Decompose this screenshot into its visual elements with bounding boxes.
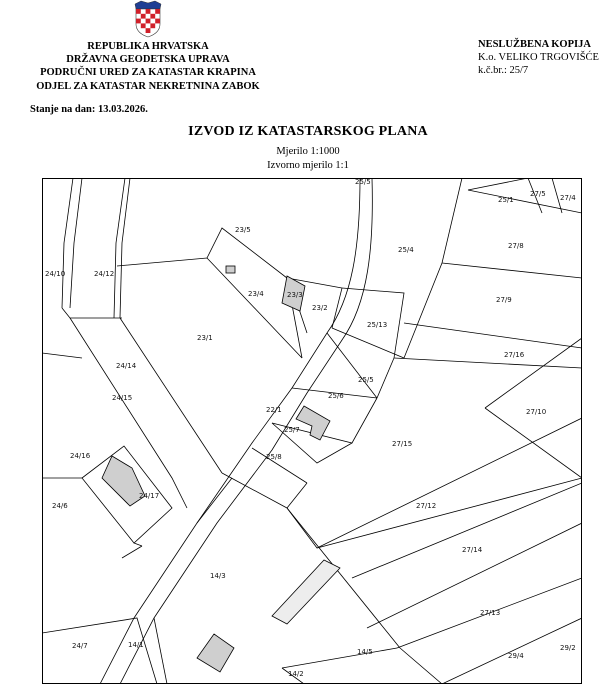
parcel-label: 24/10 (45, 270, 66, 278)
parcel-labels (45, 178, 576, 678)
parcel-label: 24/12 (94, 270, 115, 278)
parcel-label: 24/16 (70, 452, 91, 460)
parcel-label: 29/4 (508, 652, 524, 660)
building-14-3 (272, 560, 340, 624)
office-line-2: DRŽAVNA GEODETSKA UPRAVA (66, 54, 230, 66)
office-line-1: REPUBLIKA HRVATSKA (87, 41, 209, 52)
cadastral-map-svg (42, 178, 582, 684)
croatian-coat-of-arms-icon (132, 0, 164, 38)
parcel-label: 27/14 (462, 546, 483, 554)
parcel-label: 25/1 (498, 196, 514, 204)
parcel-label: 25/5 (355, 178, 371, 186)
parcel-label: 24/17 (139, 492, 160, 500)
copy-info (478, 38, 599, 78)
building-14-3b (197, 634, 234, 672)
parcel-label: 27/8 (508, 242, 524, 250)
parcel-label: 24/15 (112, 394, 133, 402)
buildings (102, 266, 340, 672)
parcel-label: 27/13 (480, 609, 501, 617)
office-line-3: PODRUČNI URED ZA KATASTAR KRAPINA (40, 67, 256, 79)
parcel-label: 22/1 (266, 406, 282, 414)
cadastral-map (42, 178, 582, 684)
parcel-label: 25/4 (398, 246, 414, 254)
parcel-label: 23/2 (312, 304, 328, 312)
parcel-label: 27/12 (416, 502, 437, 510)
status-date: Stanje na dan: 13.03.2026. (30, 104, 148, 115)
parcel-label: 14/2 (288, 670, 304, 678)
parcel-label: 23/5 (235, 226, 251, 234)
parcel-label: 25/13 (367, 321, 388, 329)
parcel-label: 25/6 (328, 392, 344, 400)
document-title: IZVOD IZ KATASTARSKOG PLANA (188, 124, 428, 139)
copy-label: NESLUŽBENA KOPIJA (478, 39, 591, 50)
parcel-number: k.č.br.: 25/7 (478, 65, 529, 77)
parcel-label: 14/3 (210, 572, 226, 580)
parcel-label: 25/8 (266, 453, 282, 461)
parcel-label: 25/7 (284, 426, 300, 434)
map-scale: Mjerilo 1:1000 (276, 146, 340, 157)
building-shed (226, 266, 235, 273)
parcel-label: 25/5 (358, 376, 374, 384)
parcel-label: 27/5 (530, 190, 546, 198)
parcel-label: 24/7 (72, 642, 88, 650)
parcel-label: 27/4 (560, 194, 576, 202)
building-25-7 (296, 406, 330, 440)
parcel-label: 27/16 (504, 351, 525, 359)
parcel-label: 27/15 (392, 440, 413, 448)
parcel-label: 14/1 (128, 641, 144, 649)
cadastral-municipality: K.o. VELIKO TRGOVIŠĆE (478, 52, 599, 64)
parcel-label: 24/6 (52, 502, 68, 510)
parcel-label: 27/9 (496, 296, 512, 304)
parcel-label: 23/3 (287, 291, 303, 299)
parcel-label: 14/5 (357, 648, 373, 656)
parcel-label: 23/4 (248, 290, 264, 298)
parcel-label: 27/10 (526, 408, 547, 416)
parcel-label: 24/14 (116, 362, 137, 370)
parcel-label: 29/2 (560, 644, 576, 652)
office-line-4: ODJEL ZA KATASTAR NEKRETNINA ZABOK (36, 80, 260, 92)
original-scale: Izvorno mjerilo 1:1 (267, 160, 349, 171)
parcel-label: 23/1 (197, 334, 213, 342)
issuing-office (30, 40, 266, 93)
